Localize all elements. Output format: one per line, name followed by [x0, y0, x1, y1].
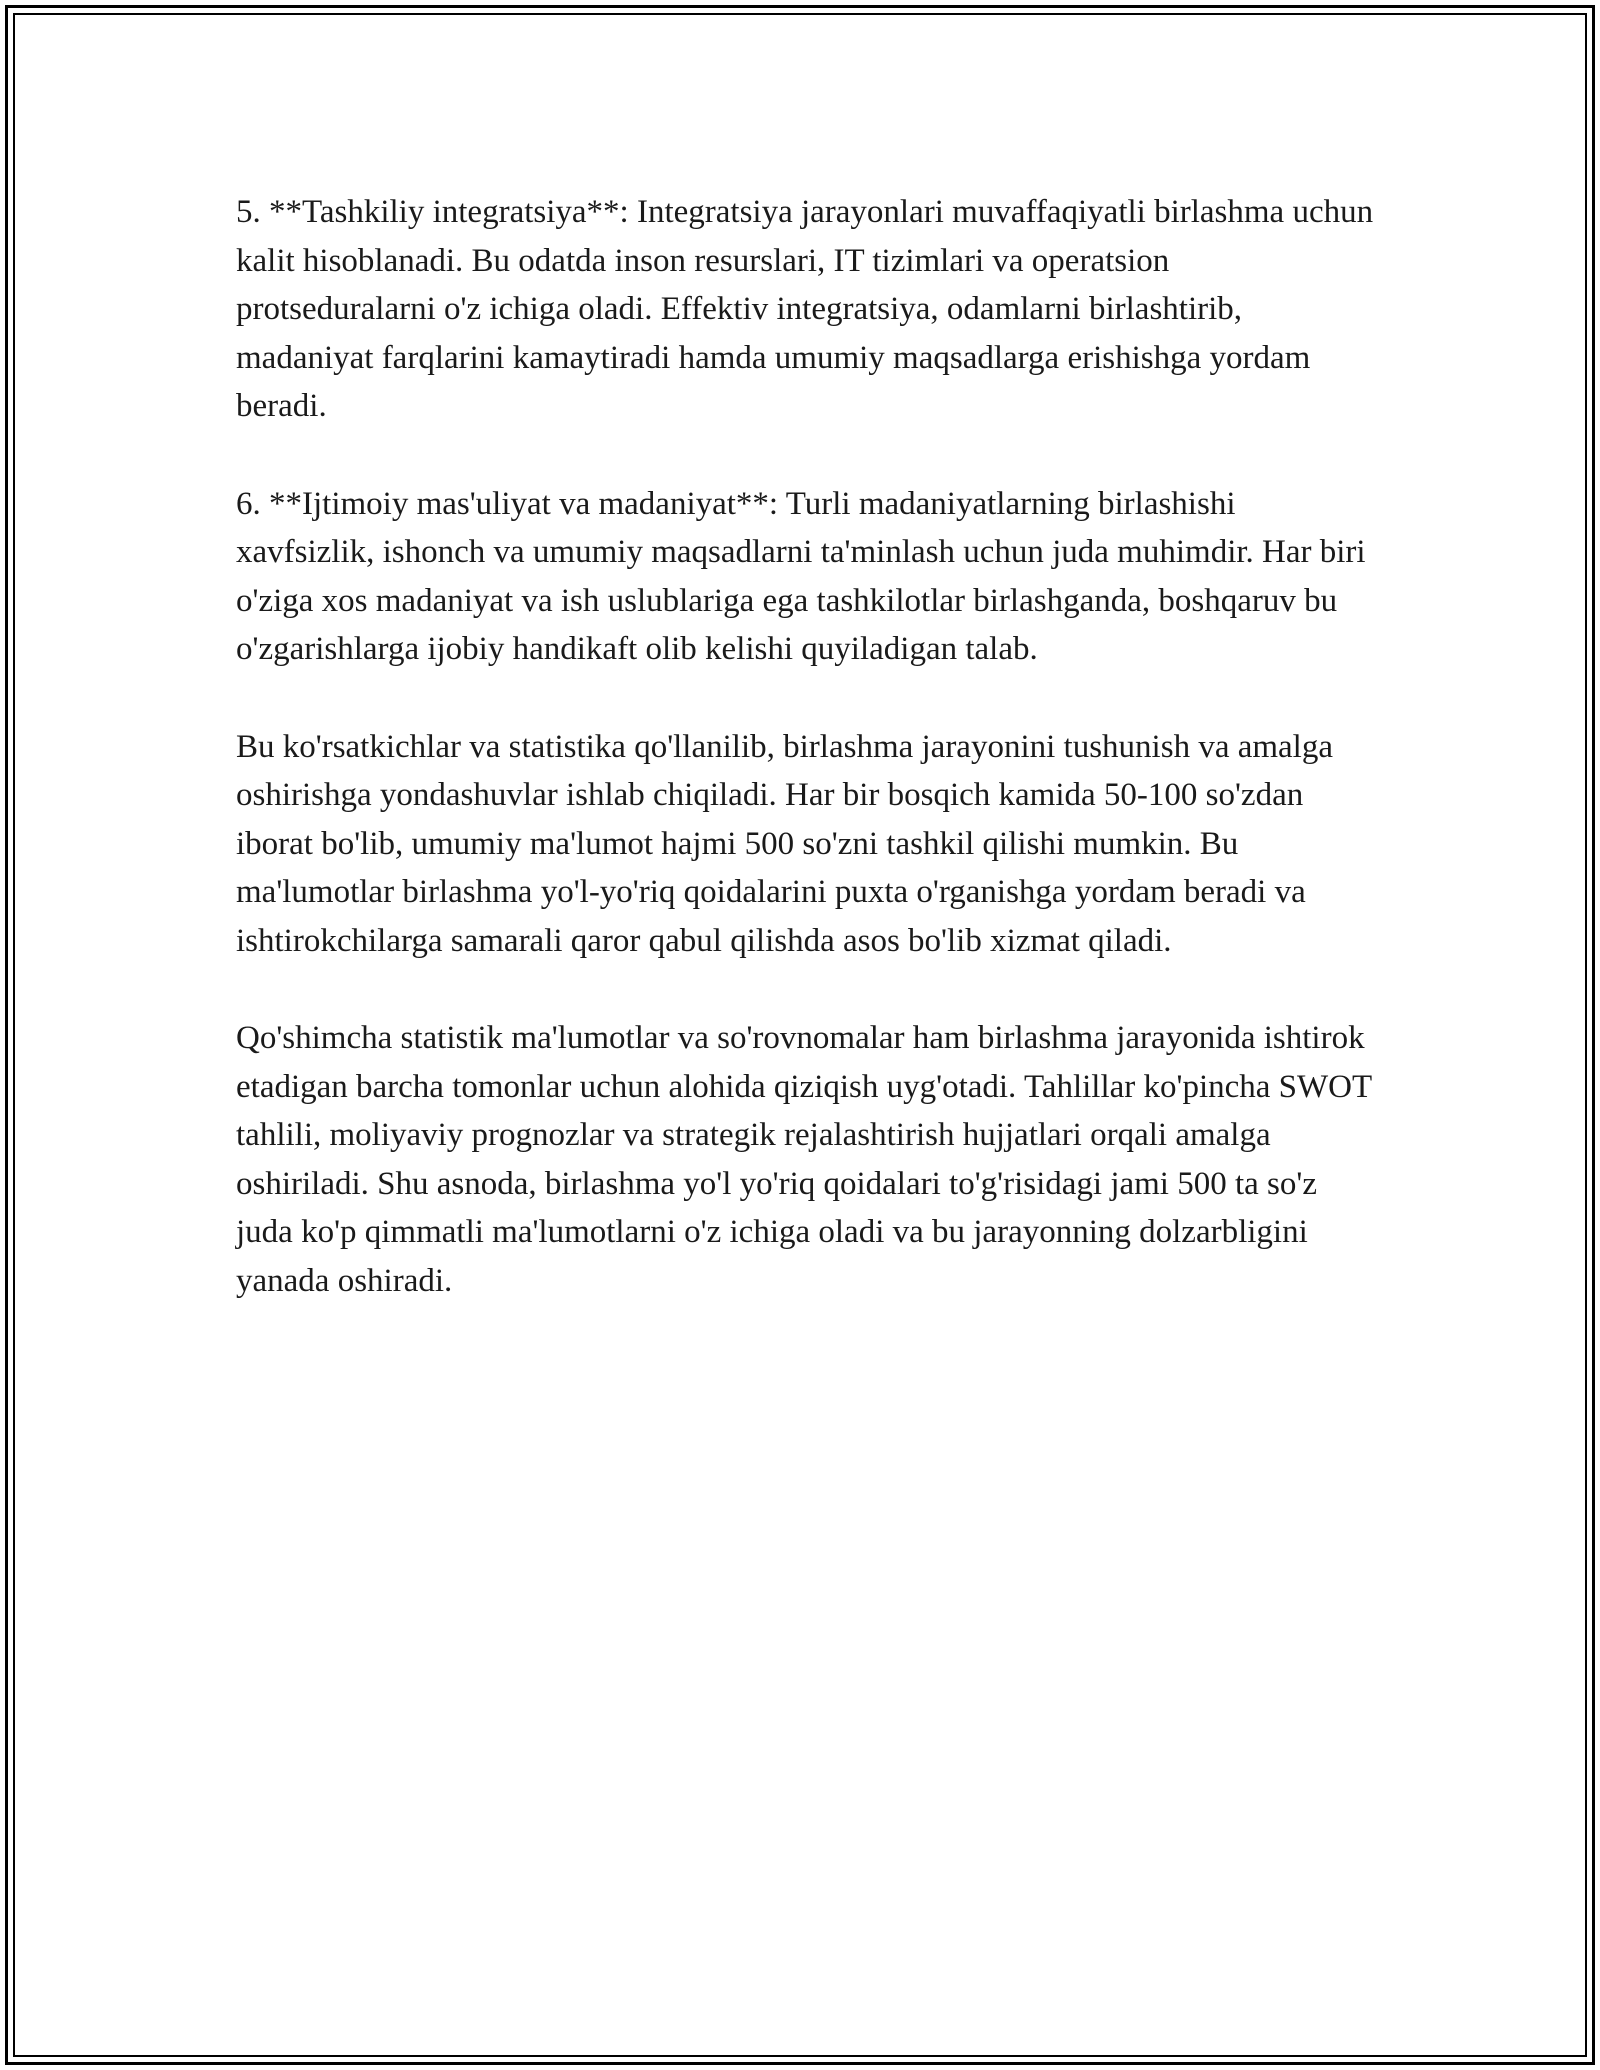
- paragraph-korsatkichlar: Bu ko'rsatkichlar va statistika qo'llanilib, birlashma jarayonini tushunish va amalga oshirishga yondashuvlar ishlab chiqiladi. Har bir bosqich kamida 50-100 so'zdan iborat bo'lib, umumiy ma'lumot hajmi 500 so'zni tashkil qilishi mumkin. Bu ma'lumotlar birlashma yo'l-yo'riq qoidalarini puxta o'rganishga yordam beradi va ishtirokchilarga samarali qaror qabul qilishda asos bo'lib xizmat qiladi.: [236, 728, 1333, 959]
- paragraph-ijtimoiy-masuliyat: 6. **Ijtimoiy mas'uliyat va madaniyat**: Turli madaniyatlarning birlashishi xavfsizlik, ishonch va umumiy maqsadlarni ta'minlash uchun juda muhimdir. Har biri o'ziga xos madaniyat va ish uslublariga ega tashkilotlar birlashganda, boshqaruv bu o'zgarishlarga ijobiy handikaft olib kelishi quyiladigan talab.: [236, 485, 1366, 667]
- paragraph-qoshimcha-statistik: Qo'shimcha statistik ma'lumotlar va so'rovnomalar ham birlashma jarayonida ishtirok etadigan barcha tomonlar uchun alohida qiziqish uyg'otadi. Tahlillar ko'pincha SWOT tahlili, moliyaviy prognozlar va strategik rejalashtirish hujjatlari orqali amalga oshiriladi. Shu asnoda, birlashma yo'l yo'riq qoidalari to'g'risidagi jami 500 ta so'z juda ko'p qimmatli ma'lumotlarni o'z ichiga oladi va bu jarayonning dolzarbligini yanada oshiradi.: [236, 1020, 1372, 1299]
- document-body: [236, 188, 1376, 1305]
- paragraph-tashkiliy-integratsiya: 5. **Tashkiliy integratsiya**: Integratsiya jarayonlari muvaffaqiyatli birlashma uchun kalit hisoblanadi. Bu odatda inson resurslari, IT tizimlari va operatsion protseduralarni o'z ichiga oladi. Effektiv integratsiya, odamlarni birlashtirib, madaniyat farqlarini kamaytiradi hamda umumiy maqsadlarga erishishga yordam beradi.: [236, 194, 1374, 424]
